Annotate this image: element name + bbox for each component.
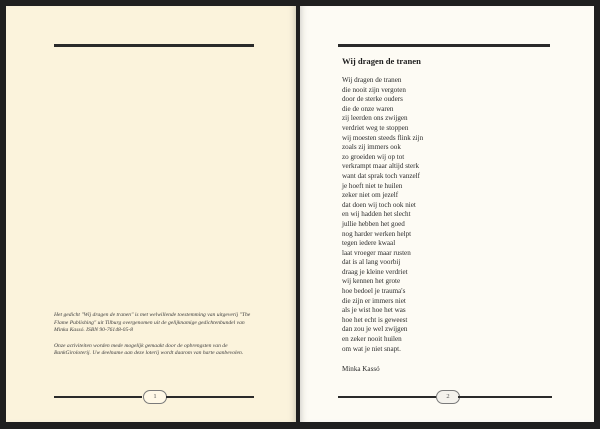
poem-line: dat doen wij toch ook niet: [342, 200, 416, 209]
poem-line: zo groeiden wij op tot: [342, 152, 405, 161]
poem-line: verkrampt maar altijd sterk: [342, 162, 420, 171]
footer-rule-right: [166, 396, 254, 398]
poem-line: Wij dragen de tranen: [342, 76, 402, 84]
poem-line: die nooit zijn vergoten: [342, 85, 406, 94]
page-number: 1: [143, 390, 167, 404]
colophon-sponsor: Onze activiteiten worden mede mogelijk gemaakt door de opbrengsten van de BankGiroloterij. Uw deelname aan deze loterij wordt daarom van harte aanbevolen.: [54, 342, 244, 357]
poem-line: want dat sprak toch vanzelf: [342, 171, 421, 180]
poem-body: [342, 76, 423, 354]
poem-line: en wij hadden het slecht: [342, 210, 411, 219]
footer-rule-left: [338, 396, 436, 398]
right-page: [300, 6, 594, 422]
author-signature: Minka Kassó: [342, 365, 380, 373]
poem-line: hoe bedoel je trauma's: [342, 287, 406, 296]
poem-line: je hoeft niet te huilen: [342, 181, 403, 190]
poem-line: nog harder werken helpt: [342, 229, 412, 238]
poem-line: hoe het echt is geweest: [342, 315, 408, 324]
colophon-credit: Het gedicht "Wij dragen de tranen" is met welwillende toestemming van uitgeverij "The Flame Publishing" uit Tilburg overgenomen uit de gelijknamige gedichtenbundel van Minka Kassó. ISBN 90-76148-05-8: [54, 312, 251, 334]
footer-rule-left: [54, 396, 142, 398]
poem-line: draag je kleine verdriet: [342, 267, 408, 276]
poem-line: door de sterke ouders: [342, 95, 403, 104]
colophon: [54, 312, 254, 366]
poem-line: zij leerden ons zwijgen: [342, 114, 408, 123]
poem-line: zoals zij immers ook: [342, 143, 401, 152]
poem-line: als je wist hoe het was: [342, 306, 406, 315]
poem-line: die zijn er immers niet: [342, 296, 406, 305]
footer-rule-right: [458, 396, 552, 398]
poem-line: tegen iedere kwaal: [342, 239, 396, 248]
poem-line: verdriet weg te stoppen: [342, 123, 409, 132]
poem-title: Wij dragen de tranen: [342, 56, 421, 66]
poem-line: dan zou je wel zwijgen: [342, 325, 408, 334]
poem-line: om wat je niet snapt.: [342, 344, 401, 353]
left-page: [6, 6, 296, 422]
poem-line: laat vroeger maar rusten: [342, 248, 411, 257]
poem-line: en zeker nooit huilen: [342, 335, 402, 344]
page-number: 2: [436, 390, 460, 404]
top-rule: [338, 44, 550, 47]
poem-line: zeker niet om jezelf: [342, 191, 399, 200]
poem-line: wij kennen het grote: [342, 277, 401, 286]
poem-line: jullie hebben het goed: [342, 219, 405, 228]
top-rule: [54, 44, 254, 47]
poem-line: dat is al lang voorbij: [342, 258, 401, 267]
poem-line: die de onze waren: [342, 104, 394, 113]
poem-line: wij moesten steeds flink zijn: [342, 133, 424, 142]
